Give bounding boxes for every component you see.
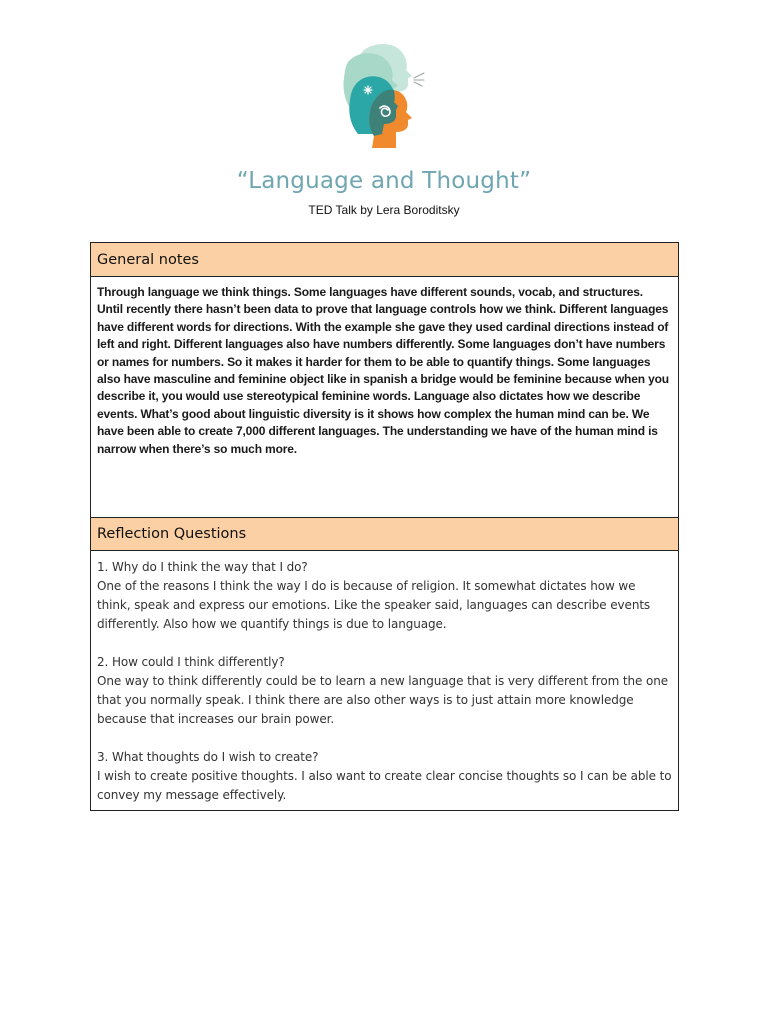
reflection-item: [97, 558, 672, 634]
general-notes-heading: General notes: [97, 251, 199, 268]
reflection-question: 2. How could I think differently?: [97, 655, 285, 669]
reflection-questions-header: [91, 517, 678, 551]
reflection-questions-heading: Reflection Questions: [97, 526, 247, 542]
notes-table: [90, 242, 679, 811]
general-notes-header: [91, 243, 678, 277]
reflection-item: [97, 748, 672, 805]
reflection-answer: One of the reasons I think the way I do is because of religion. It somewhat dictates how we think, speak and express our emotions. Like the speaker said, languages can describe events differently. Also how we quantify things is due to language.: [97, 579, 651, 631]
reflection-answer: One way to think differently could be to learn a new language that is very different from the one that you normally speak. I think there are also other ways is to just attain more knowledge because that increases our brain power.: [97, 674, 669, 726]
document-subtitle: TED Talk by Lera Boroditsky: [308, 203, 460, 217]
head-profiles-logo-icon: [334, 40, 434, 152]
reflection-answer: I wish to create positive thoughts. I also want to create clear concise thoughts so I can be able to convey my message effectively.: [97, 769, 672, 802]
reflection-item: [97, 653, 672, 729]
document-title: “Language and Thought”: [236, 168, 532, 194]
reflection-questions-body: [91, 551, 678, 810]
reflection-question: 3. What thoughts do I wish to create?: [97, 750, 319, 764]
general-notes-body: Through language we think things. Some languages have different sounds, vocab, and structures. Until recently there hasn’t been data to prove that language controls how we think. Different languages have different words for directions. With the example she gave they used cardinal directions instead of left and right. Different languages also have numbers differently. Some languages don’t have numbers or names for numbers. So it makes it harder for them to be able to quantify things. Some languages also have masculine and feminine object like in spanish a bridge would be feminine because when you describe it, you would use stereotypical feminine words. Language also dictates how we describe events. What’s good about linguistic diversity is it shows how complex the human mind can be. We have been able to create 7,000 different languages. The understanding we have of the human mind is narrow when there’s so much more.: [97, 285, 669, 456]
reflection-question: 1. Why do I think the way that I do?: [97, 560, 308, 574]
